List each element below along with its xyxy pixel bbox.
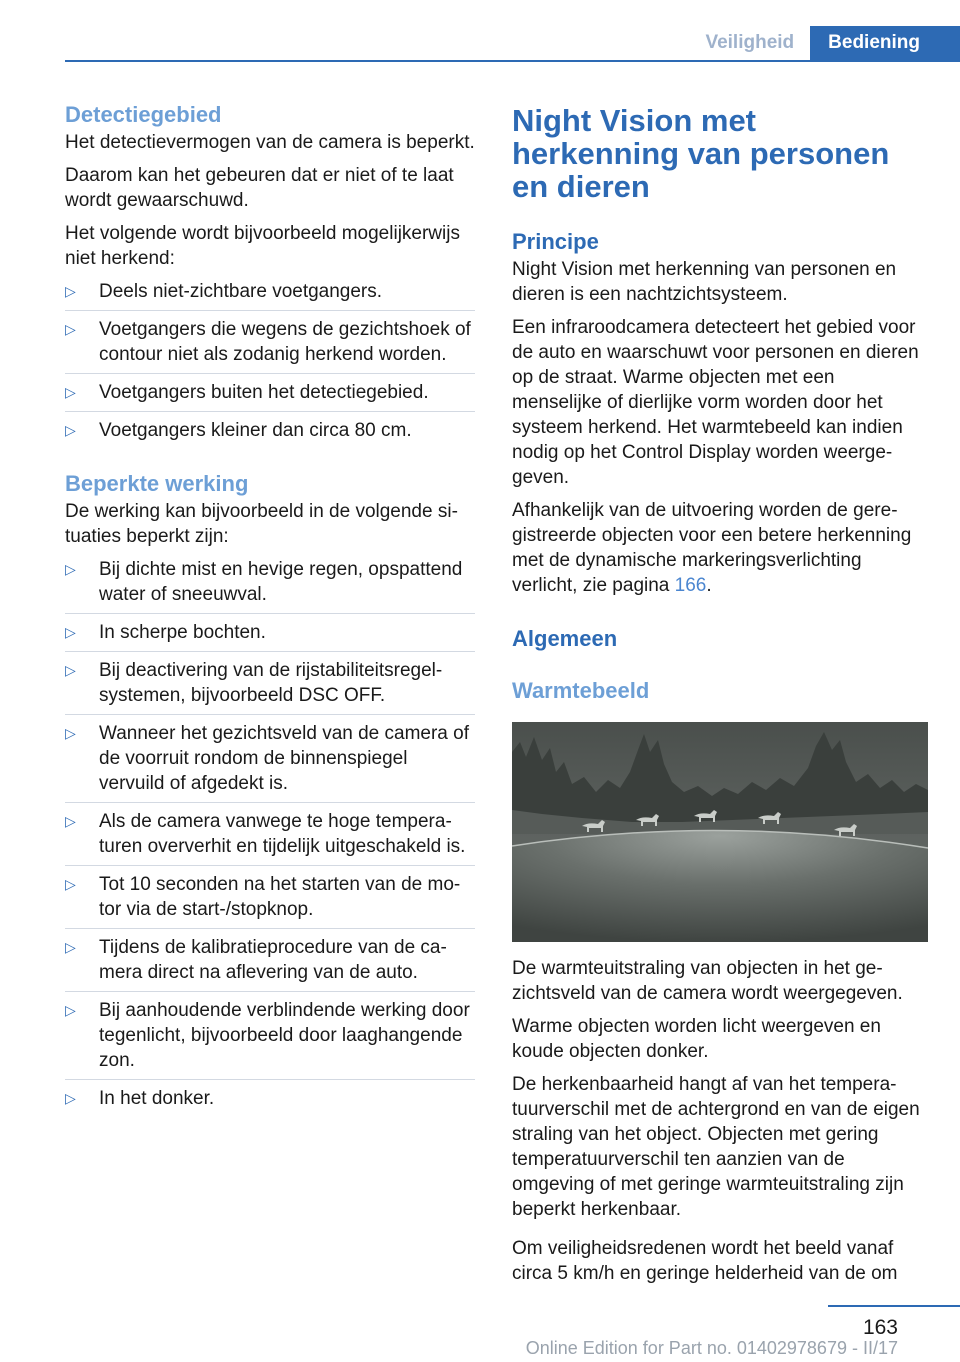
paragraph: Het detectievermogen van de camera is beperkt. — [65, 132, 475, 153]
triangle-bullet-icon: ▷ — [65, 1002, 76, 1018]
triangle-bullet-icon: ▷ — [65, 384, 76, 400]
triangle-bullet-icon: ▷ — [65, 624, 76, 640]
header-tabs — [685, 26, 960, 60]
list-item: ▷ Bij deactivering van de rijstabiliteitsregelsystemen, bijvoorbeeld DSC OFF. — [65, 658, 475, 715]
heading-algemeen: Algemeen — [512, 626, 618, 651]
paragraph: Night Vision met herkenning van personen en dieren is een nachtzichtsysteem. — [512, 259, 897, 305]
list-item: ▷ Voetgangers kleiner dan circa 80 cm. — [65, 420, 412, 441]
list-item: ▷ Tijdens de kalibratieprocedure van de camera direct na aflevering van de auto. — [65, 935, 475, 992]
paragraph: Het volgende wordt bijvoorbeeld mogelijkerwijs niet herkend: — [65, 223, 460, 269]
detection-limits-list — [65, 279, 475, 449]
limitations-list — [65, 557, 475, 1117]
page-link-166[interactable]: 166 — [674, 575, 707, 596]
list-item: ▷ Bij dichte mist en hevige regen, opspattend water of sneeuwval. — [65, 557, 475, 614]
triangle-bullet-icon: ▷ — [65, 283, 76, 299]
triangle-bullet-icon: ▷ — [65, 813, 76, 829]
road-surface — [512, 830, 928, 942]
paragraph: Warme objecten worden licht weergeven en koude objecten donker. — [512, 1016, 881, 1062]
list-item: ▷ Voetgangers die wegens de gezichtshoek of contour niet als zodanig herkend worden. — [65, 317, 475, 374]
triangle-bullet-icon: ▷ — [65, 561, 76, 577]
paragraph: Om veiligheidsredenen wordt het beeld vanaf circa 5 km/h en geringe helderheid van de om — [512, 1238, 898, 1284]
triangle-bullet-icon: ▷ — [65, 939, 76, 955]
paragraph: De werking kan bijvoorbeeld in de volgende situaties beperkt zijn: — [65, 501, 458, 547]
list-item: ▷ Voetgangers buiten het detectiegebied. — [65, 380, 475, 412]
list-item: ▷ In het donker. — [65, 1088, 215, 1109]
list-item: ▷ Als de camera vanwege te hoge temperaturen oververhit en tijdelijk uitgeschakeld is. — [65, 809, 475, 866]
tab-veiligheid[interactable]: Veiligheid — [685, 26, 810, 60]
edition-footer: Online Edition for Part no. 01402978679 - II/17 — [525, 1338, 898, 1358]
footer-rule — [828, 1305, 960, 1307]
paragraph: De warmteuitstraling van objecten in het gezichtsveld van de camera wordt weergegeven. — [512, 958, 903, 1004]
heading-principe: Principe — [512, 229, 599, 254]
triangle-bullet-icon: ▷ — [65, 662, 76, 678]
triangle-bullet-icon: ▷ — [65, 422, 76, 438]
paragraph: De herkenbaarheid hangt af van het temperatuurverschil met de achtergrond en van de eigen straling van het object. Objecten met gering temperatuurverschil ten aanzien van de omgeving of met geringe warmteuitstraling zijn beperkt herkenbaar. — [512, 1074, 920, 1220]
header-rule — [65, 60, 960, 62]
tab-bediening[interactable]: Bediening — [810, 26, 960, 60]
triangle-bullet-icon: ▷ — [65, 725, 76, 741]
triangle-bullet-icon: ▷ — [65, 1090, 76, 1106]
heading-beperkte-werking: Beperkte werking — [65, 471, 249, 496]
thermal-image-figure — [512, 722, 928, 942]
right-column — [512, 100, 928, 1294]
list-item: ▷ Bij aanhoudende verblindende werking door tegenlicht, bijvoorbeeld door laaghangende zon. — [65, 998, 475, 1080]
page-number: 163 — [862, 1316, 898, 1339]
left-column — [65, 100, 475, 1123]
triangle-bullet-icon: ▷ — [65, 876, 76, 892]
list-item: ▷ Tot 10 seconden na het starten van de motor via de start-/stopknop. — [65, 872, 475, 929]
triangle-bullet-icon: ▷ — [65, 321, 76, 337]
list-item: ▷ In scherpe bochten. — [65, 620, 475, 652]
paragraph: Daarom kan het gebeuren dat er niet of te laat wordt gewaarschuwd. — [65, 165, 454, 211]
heading-warmtebeeld: Warmtebeeld — [512, 678, 650, 703]
page-title: Night Vision met herkenning van personen en dieren — [512, 103, 890, 204]
paragraph: Een infraroodcamera detecteert het gebied voor de auto en waarschuwt voor personen en dieren op de straat. Warme objecten met een menselijke of dierlijke vorm worden door het systeem herkend. Het warmtebeeld kan indien nodig op het Control Display worden weergegeven. — [512, 317, 919, 488]
paragraph: Afhankelijk van de uitvoering worden de geregistreerde objecten voor een betere herkenning met de dynamische markeringsverlichting verlicht, zie pagina 166. — [512, 500, 912, 596]
list-item: ▷ Wanneer het gezichtsveld van de camera of de voorruit rondom de binnenspiegel vervuild of afgedekt is. — [65, 721, 475, 803]
heading-detectiegebied: Detectiegebied — [65, 102, 222, 127]
list-item: ▷ Deels niet-zichtbare voetgangers. — [65, 279, 475, 311]
